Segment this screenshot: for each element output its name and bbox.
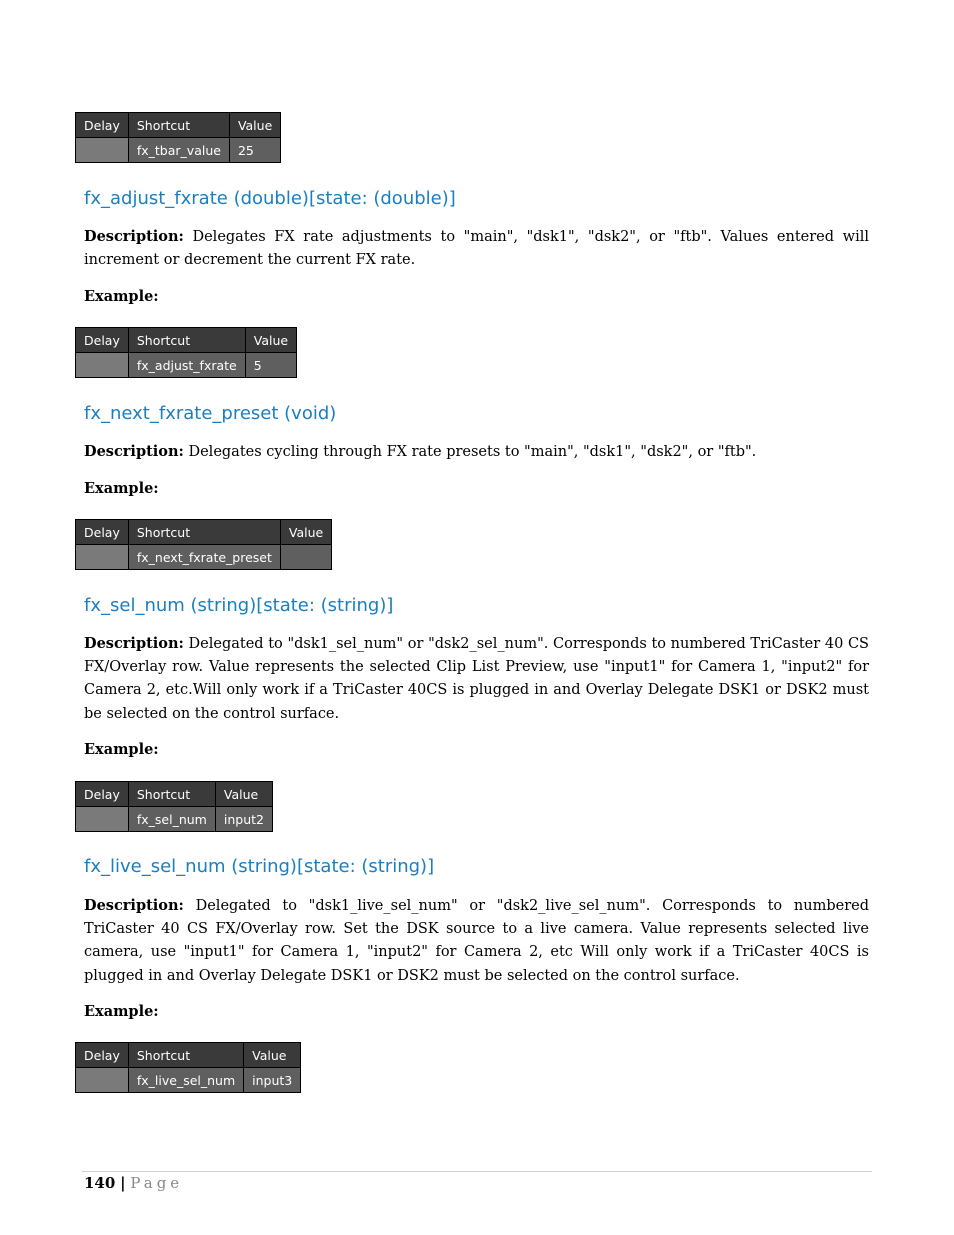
example-table (75, 781, 273, 832)
cell-delay (76, 545, 129, 570)
table-header-row (76, 782, 273, 807)
cell-value (280, 545, 331, 570)
section-description (84, 440, 869, 464)
cell-value: input3 (244, 1068, 301, 1093)
section-description (84, 894, 869, 988)
header-delay: Delay (76, 1043, 129, 1068)
table-row (76, 807, 273, 832)
table-row (76, 1068, 301, 1093)
description-label: Description: (84, 443, 184, 460)
header-delay: Delay (76, 113, 129, 138)
header-shortcut: Shortcut (128, 113, 229, 138)
footer-separator: | (120, 1174, 126, 1192)
table-header-row (76, 113, 281, 138)
cell-shortcut: fx_tbar_value (128, 138, 229, 163)
example-table (75, 519, 332, 570)
cell-shortcut: fx_next_fxrate_preset (128, 545, 280, 570)
header-shortcut: Shortcut (128, 520, 280, 545)
section-heading: fx_live_sel_num (string)[state: (string)] (84, 856, 435, 877)
description-label: Description: (84, 897, 184, 914)
description-label: Description: (84, 635, 184, 652)
cell-delay (76, 1068, 129, 1093)
page-footer (84, 1174, 183, 1192)
cell-value: 5 (245, 353, 296, 378)
header-delay: Delay (76, 520, 129, 545)
header-value: Value (245, 328, 296, 353)
cell-delay (76, 353, 129, 378)
example-label: Example: (84, 741, 159, 758)
description-label: Description: (84, 228, 184, 245)
header-shortcut: Shortcut (128, 1043, 243, 1068)
cell-delay (76, 807, 129, 832)
page-number: 140 (84, 1174, 116, 1192)
header-value: Value (280, 520, 331, 545)
header-delay: Delay (76, 328, 129, 353)
table-row (76, 545, 332, 570)
example-label: Example: (84, 288, 159, 305)
section-heading: fx_adjust_fxrate (double)[state: (double)] (84, 188, 456, 209)
section-heading: fx_sel_num (string)[state: (string)] (84, 595, 394, 616)
example-table (75, 1042, 301, 1093)
table-row (76, 138, 281, 163)
page-word: Page (130, 1174, 184, 1192)
header-delay: Delay (76, 782, 129, 807)
example-table (75, 112, 281, 163)
table-header-row (76, 520, 332, 545)
cell-shortcut: fx_adjust_fxrate (128, 353, 245, 378)
example-table (75, 327, 297, 378)
example-label: Example: (84, 1003, 159, 1020)
header-shortcut: Shortcut (128, 328, 245, 353)
example-label: Example: (84, 480, 159, 497)
cell-delay (76, 138, 129, 163)
description-text: Delegated to "dsk1_sel_num" or "dsk2_sel_num". Corresponds to numbered TriCaster 40 CS FX/Overlay row. Value represents the selected Clip List Preview, use "input1" for Camera 1, "input2" for Camera 2, etc.Will only work if a TriCaster 40CS is plugged in and Overlay Delegate DSK1 or DSK2 must be selected on the control surface. (84, 636, 869, 722)
table-header-row (76, 328, 297, 353)
table-header-row (76, 1043, 301, 1068)
section-heading: fx_next_fxrate_preset (void) (84, 403, 337, 424)
cell-shortcut: fx_sel_num (128, 807, 215, 832)
description-text: Delegated to "dsk1_live_sel_num" or "dsk2_live_sel_num". Corresponds to numbered TriCaster 40 CS FX/Overlay row. Set the DSK source to a live camera. Value represents selected live camera, use "input1" for Camera 1, "input2" for Camera 2, etc Will only work if a TriCaster 40CS is plugged in and Overlay Delegate DSK1 or DSK2 must be selected on the control surface. (84, 898, 869, 984)
cell-shortcut: fx_live_sel_num (128, 1068, 243, 1093)
cell-value: 25 (229, 138, 280, 163)
description-text: Delegates cycling through FX rate presets to "main", "dsk1", "dsk2", or "ftb". (183, 444, 757, 460)
header-shortcut: Shortcut (128, 782, 215, 807)
cell-value: input2 (215, 807, 272, 832)
header-value: Value (215, 782, 272, 807)
header-value: Value (229, 113, 280, 138)
section-description (84, 225, 869, 272)
description-text: Delegates FX rate adjustments to "main", "dsk1", "dsk2", or "ftb". Values entered will increment or decrement the current FX rate. (84, 229, 869, 269)
header-value: Value (244, 1043, 301, 1068)
footer-divider (82, 1171, 872, 1172)
table-row (76, 353, 297, 378)
section-description (84, 632, 869, 726)
